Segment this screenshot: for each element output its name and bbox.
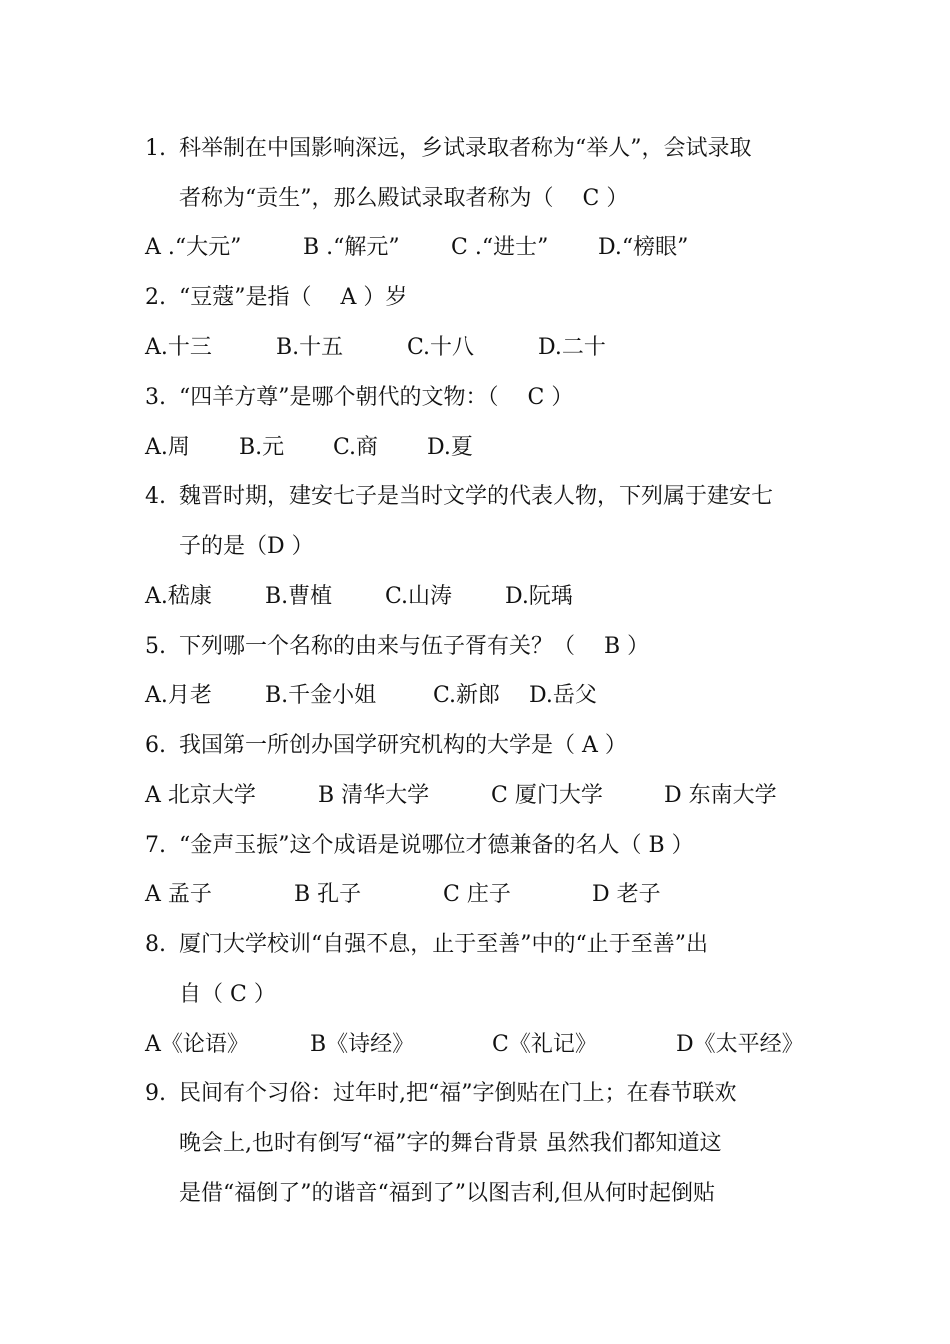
option-a: A.周 bbox=[145, 435, 190, 460]
question-number: 1. bbox=[145, 136, 166, 161]
option-b: B《诗经》 bbox=[310, 1032, 415, 1057]
question-number: 8. bbox=[145, 932, 166, 957]
option-d: D.“榜眼” bbox=[598, 235, 689, 260]
question-text: “金声玉振”这个成语是说哪位才德兼备的名人（ B ） bbox=[179, 833, 694, 858]
option-c: C.十八 bbox=[407, 335, 475, 360]
question-2-options bbox=[145, 333, 606, 363]
question-number: 3. bbox=[145, 385, 166, 410]
question-9-continued: 晚会上,也时有倒写“福”字的舞台背景 虽然我们都知道这 bbox=[179, 1131, 722, 1156]
question-4-continued: 子的是（D ） bbox=[179, 534, 314, 559]
question-number: 2. bbox=[145, 285, 166, 310]
question-4 bbox=[145, 482, 773, 512]
option-a: A.月老 bbox=[145, 683, 212, 708]
question-number: 7. bbox=[145, 833, 166, 858]
option-c: C《礼记》 bbox=[492, 1032, 597, 1057]
option-b: B.元 bbox=[239, 435, 285, 460]
question-5 bbox=[145, 632, 649, 662]
question-number: 5. bbox=[145, 634, 166, 659]
option-c: C .“进士” bbox=[451, 235, 549, 260]
option-a: A 孟子 bbox=[145, 882, 212, 907]
question-text: “四羊方尊”是哪个朝代的文物：（ C ） bbox=[179, 385, 574, 410]
option-a: A.十三 bbox=[145, 335, 212, 360]
question-8 bbox=[145, 930, 708, 960]
option-c: C.山涛 bbox=[385, 584, 453, 609]
question-6 bbox=[145, 731, 627, 761]
question-1-options bbox=[145, 233, 688, 263]
option-a: A《论语》 bbox=[145, 1032, 249, 1057]
question-number: 9. bbox=[145, 1081, 166, 1106]
option-d: D 东南大学 bbox=[664, 783, 777, 808]
option-b: B.千金小姐 bbox=[265, 683, 377, 708]
question-text: 厦门大学校训“自强不息，止于至善”中的“止于至善”出 bbox=[179, 932, 708, 957]
option-c: C.商 bbox=[333, 435, 379, 460]
question-8-options bbox=[145, 1030, 804, 1060]
question-text: 科举制在中国影响深远，乡试录取者称为“举人”，会试录取 bbox=[179, 136, 752, 161]
question-text: 民间有个习俗：过年时,把“福”字倒贴在门上；在春节联欢 bbox=[179, 1081, 737, 1106]
option-d: D 老子 bbox=[592, 882, 661, 907]
question-6-options bbox=[145, 781, 777, 811]
question-text: “豆蔻”是指（ A ）岁 bbox=[179, 285, 408, 310]
question-text: 下列哪一个名称的由来与伍子胥有关？（ B ） bbox=[179, 634, 650, 659]
question-text: 魏晋时期，建安七子是当时文学的代表人物，下列属于建安七 bbox=[179, 484, 774, 509]
option-b: B .“解元” bbox=[303, 235, 400, 260]
question-7-options bbox=[145, 880, 661, 910]
question-8-continued: 自（ C ） bbox=[179, 982, 276, 1007]
option-b: B.十五 bbox=[276, 335, 344, 360]
question-7 bbox=[145, 831, 694, 861]
question-3 bbox=[145, 383, 573, 413]
option-d: D.夏 bbox=[427, 435, 473, 460]
option-a: A 北京大学 bbox=[145, 783, 256, 808]
question-text: 我国第一所创办国学研究机构的大学是（ A ） bbox=[179, 733, 627, 758]
question-5-options bbox=[145, 681, 597, 711]
option-a: A .“大元” bbox=[145, 235, 242, 260]
question-9-continued: 是借“福倒了”的谐音“福到了”以图吉利,但从何时起倒贴 bbox=[179, 1181, 715, 1206]
question-4-options bbox=[145, 582, 573, 612]
question-1 bbox=[145, 134, 752, 164]
question-2 bbox=[145, 283, 407, 313]
option-d: D《太平经》 bbox=[676, 1032, 804, 1057]
option-b: B.曹植 bbox=[265, 584, 333, 609]
option-a: A.嵇康 bbox=[145, 584, 212, 609]
option-c: C.新郎 bbox=[433, 683, 501, 708]
question-number: 6. bbox=[145, 733, 166, 758]
option-d: D.阮瑀 bbox=[505, 584, 573, 609]
option-b: B 孔子 bbox=[294, 882, 362, 907]
question-number: 4. bbox=[145, 484, 166, 509]
option-d: D.岳父 bbox=[529, 683, 597, 708]
option-c: C 庄子 bbox=[443, 882, 511, 907]
option-c: C 厦门大学 bbox=[491, 783, 603, 808]
option-d: D.二十 bbox=[538, 335, 606, 360]
question-1-continued: 者称为“贡生”，那么殿试录取者称为（ C ） bbox=[179, 186, 629, 211]
option-b: B 清华大学 bbox=[318, 783, 430, 808]
question-9 bbox=[145, 1079, 737, 1109]
question-3-options bbox=[145, 433, 473, 463]
